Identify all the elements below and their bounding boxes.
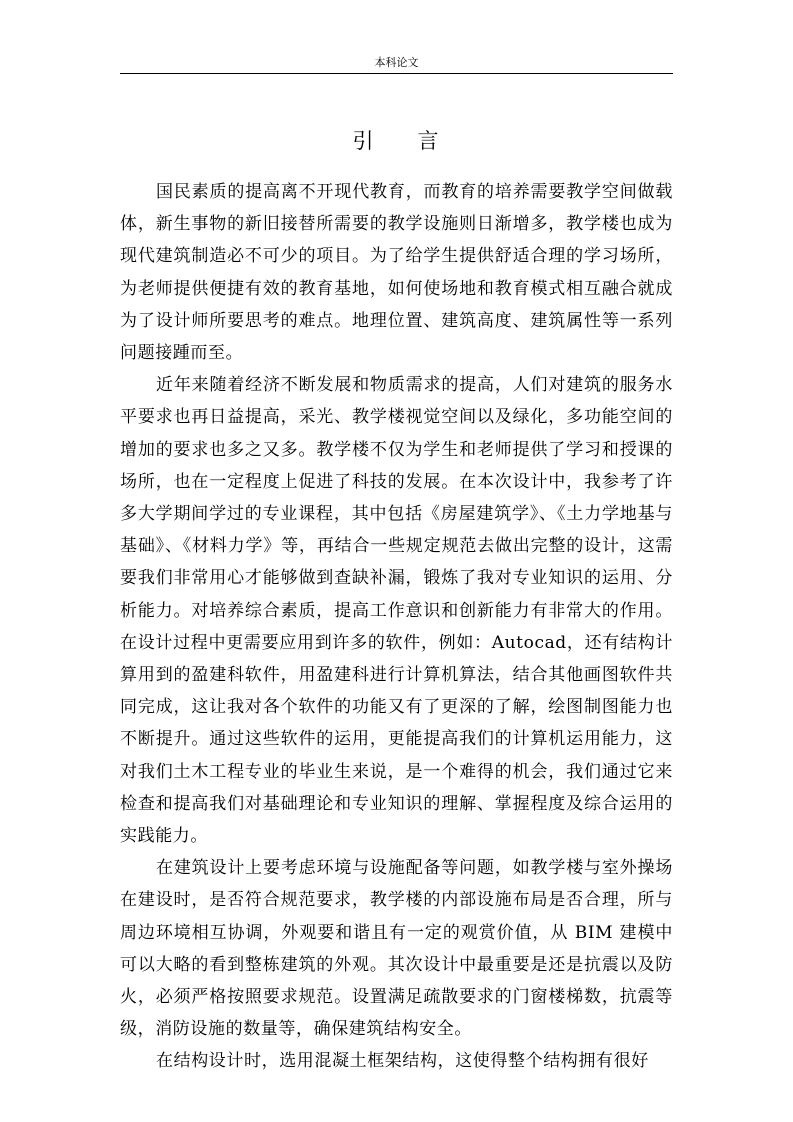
running-header: 本科论文 bbox=[374, 56, 419, 69]
paragraph-2: 近年来随着经济不断发展和物质需求的提高，人们对建筑的服务水平要求也再日益提高，采光、教学楼视觉空间以及绿化，多功能空间的增加的要求也多之又多。教学楼不仅为学生和老师提供了学习和授课的场所，也在一定程度上促进了科技的发展。在本次设计中，我参考了许多大学期间学过的专业课程，其中包括《房屋建筑学》、《土力学地基与基础》、《材料力学》等，再结合一些规定规范去做出完整的设计，这需要我们非常用心才能够做到查缺补漏，锻炼了我对专业知识的运用、分析能力。对培养综合素质，提高工作意识和创新能力有非常大的作用。在设计过程中更需要应用到许多的软件，例如：Autocad，还有结构计算用到的盈建科软件，用盈建科进行计算机算法，结合其他画图软件共同完成，这让我对各个软件的功能又有了更深的了解，绘图制图能力也不断提升。通过这些软件的运用，更能提高我们的计算机运用能力，这对我们土木工程专业的毕业生来说，是一个难得的机会，我们通过它来检查和提高我们对基础理论和专业知识的理解、掌握程度及综合运用的实践能力。 bbox=[120, 375, 673, 847]
section-title-char-1: 引 bbox=[352, 129, 376, 153]
section-title bbox=[120, 126, 673, 156]
paragraph-3: 在建筑设计上要考虑环境与设施配备等问题，如教学楼与室外操场在建设时，是否符合规范要求，教学楼的内部设施布局是否合理，所与周边环境相互协调，外观要和谐且有一定的观赏价值，从 BIM 建模中可以大略的看到整栋建筑的外观。其次设计中最重要是还是抗震以及防火，必须严格按照要求规范。设置满足疏散要求的门窗楼梯数，抗震等级，消防设施的数量等，确保建筑结构安全。 bbox=[120, 858, 673, 1040]
body-text bbox=[120, 176, 673, 1078]
section-title-char-2: 言 bbox=[417, 129, 441, 153]
header-rule bbox=[120, 73, 673, 74]
paragraph-1: 国民素质的提高离不开现代教育，而教育的培养需要教学空间做载体，新生事物的新旧接替所需要的教学设施则日渐增多，教学楼也成为现代建筑制造必不可少的项目。为了给学生提供舒适合理的学习场所，为老师提供便捷有效的教育基地，如何使场地和教育模式相互融合就成为了设计师所要思考的难点。地理位置、建筑高度、建筑属性等一系列问题接踵而至。 bbox=[120, 182, 673, 364]
paragraph-4: 在结构设计时，选用混凝土框架结构，这使得整个结构拥有很好 bbox=[156, 1051, 649, 1072]
